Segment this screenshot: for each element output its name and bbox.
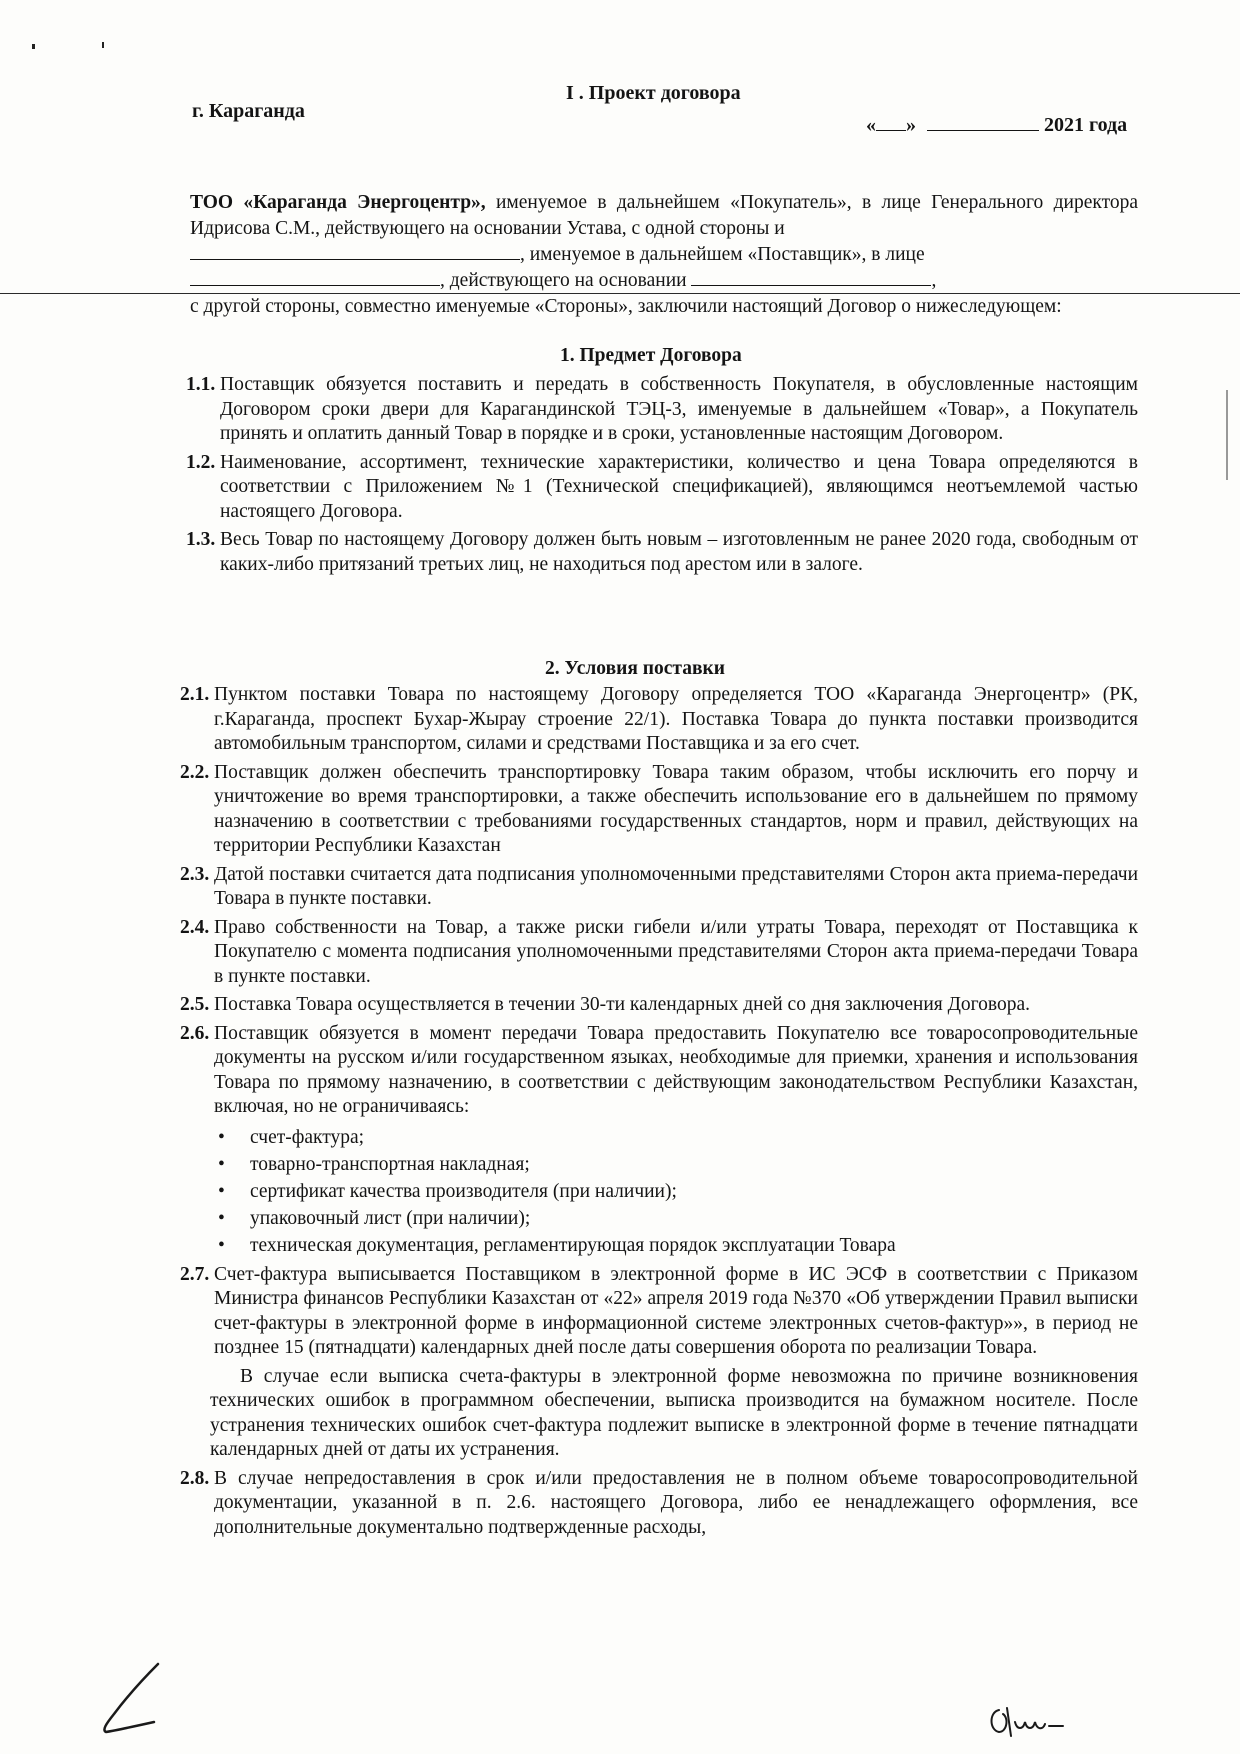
clause-2-4 bbox=[180, 916, 1138, 990]
clause-text: Поставщик обязуется поставить и передать в собственность Покупателя, в обусловленные настоящим Договором сроки двери для Карагандинской ТЭЦ-3, именуемые в дальнейшем «Товар», а Покупатель принять и оплатить данный Товар в порядке и в сроки, установленные настоящим Договором. bbox=[220, 374, 1138, 444]
scan-speck bbox=[1226, 390, 1228, 480]
clause-number: 2.1. bbox=[180, 684, 210, 705]
section-2-clauses bbox=[180, 683, 1138, 1544]
clause-text: Право собственности на Товар, а также риски гибели и/или утраты Товара, переходят от Поставщика к Покупателю с момента подписания уполномоченными представителями Сторон акта приема-передачи Товара в пункте поставки. bbox=[214, 916, 1138, 987]
clause-number: 2.2. bbox=[180, 761, 210, 783]
clause-text: Поставщик обязуется в момент передачи Товара предоставить Покупателю все товаросопроводительные документы на русском и/или государственном языках, необходимые для приемки, хранения и использования Товара по прямому назначению, в соответствии с действующим законодательством Республики Казахстан, включая, но не ограничиваясь: bbox=[214, 1022, 1138, 1117]
clause-1-3 bbox=[186, 528, 1138, 577]
scan-speck bbox=[32, 44, 35, 49]
supplier-rep-blank bbox=[190, 270, 440, 286]
city: г. Караганда bbox=[192, 100, 305, 122]
supplier-name-blank bbox=[190, 244, 520, 260]
signature-initial-right bbox=[985, 1700, 1075, 1742]
scan-speck bbox=[102, 42, 104, 48]
clause-number: 2.6. bbox=[180, 1022, 210, 1044]
list-item: • сертификат качества производителя (при наличии); bbox=[216, 1178, 1138, 1205]
preamble-text-1: именуемое в дальнейшем «Покупатель», в лице Генерального директора Идрисова С.М., действующего на основании Устава, с одной стороны и bbox=[190, 192, 1138, 239]
section-1-title: 1. Предмет Договора bbox=[560, 345, 742, 366]
list-item: • счет-фактура; bbox=[216, 1124, 1138, 1151]
clause-number: 1.3. bbox=[186, 529, 216, 550]
clause-1-1 bbox=[186, 373, 1138, 447]
date-open-quote: « bbox=[866, 114, 876, 136]
clause-text: Весь Товар по настоящему Договору должен быть новым – изготовленным не ранее 2020 года, свободным от каких-либо притязаний третьих лиц, не находиться под арестом или в залоге. bbox=[220, 529, 1138, 575]
date-month-blank bbox=[927, 115, 1039, 131]
preamble-text-3: , действующего на основании bbox=[440, 270, 687, 291]
clause-1-2 bbox=[186, 451, 1138, 525]
preamble-comma: , bbox=[931, 270, 937, 291]
clause-2-6 bbox=[180, 1022, 1138, 1120]
buyer-name: ТОО «Караганда Энергоцентр», bbox=[190, 192, 486, 213]
clause-text: Поставка Товара осуществляется в течении 30-ти календарных дней со дня заключения Договора. bbox=[214, 994, 1031, 1015]
document-title: I . Проект договора bbox=[566, 82, 741, 104]
clause-number: 2.5. bbox=[180, 994, 210, 1015]
clause-number: 1.1. bbox=[186, 374, 216, 395]
clause-text: Счет-фактура выписывается Поставщиком в электронной форме в ИС ЭСФ в соответствии с Приказом Министра финансов Республики Казахстан от «22» апреля 2019 года №370 «Об утверждении Правил выписки счет-фактуры в электронной форме в информационной системе электронных счетов-фактур»», в период не позднее 15 (пятнадцати) календарных дней после даты совершения оборота по реализации Товара. bbox=[214, 1263, 1138, 1358]
supplier-basis-blank bbox=[691, 270, 931, 286]
section-2-title: 2. Условия поставки bbox=[545, 658, 725, 679]
preamble-line-3 bbox=[190, 268, 1138, 294]
clause-text: Поставщик должен обеспечить транспортировку Товара таким образом, чтобы исключить его порчу и уничтожение во время транспортировки, а также обеспечить использование его в дальнейшем по прямому назначению в соответствии с требованиями государственных стандартов, норм и правил, действующих на территории Республики Казахстан bbox=[214, 761, 1138, 856]
clause-2-5 bbox=[180, 993, 1138, 1018]
date-day-blank bbox=[876, 115, 906, 131]
contract-date bbox=[866, 114, 1127, 137]
signature-initial-left bbox=[96, 1660, 168, 1736]
clause-number: 2.7. bbox=[180, 1263, 210, 1285]
clause-2-3 bbox=[180, 863, 1138, 912]
preamble-line-1 bbox=[190, 190, 1138, 242]
date-year: 2021 года bbox=[1044, 114, 1128, 136]
clause-text: Наименование, ассортимент, технические характеристики, количество и цена Товара определяются в соответствии с Приложением №1 (Технической спецификацией), являющимся неотъемлемой частью настоящего Договора. bbox=[220, 451, 1138, 522]
clause-2-7-paragraph: В случае если выписка счета-фактуры в электронной форме невозможна по причине возникновения технических ошибок в программном обеспечении, выписка производится на бумажном носителе. После устранения технических ошибок счет-фактура подлежит выписке в электронной форме в течение пятнадцати календарных дней от даты их устранения. bbox=[210, 1365, 1138, 1460]
section-1-clauses bbox=[186, 373, 1138, 581]
clause-text: В случае непредоставления в срок и/или предоставления не в полном объеме товаросопроводительной документации, указанной в п. 2.6. настоящего Договора, либо ее ненадлежащего оформления, все дополнительные документально подтвержденные расходы, bbox=[214, 1467, 1138, 1538]
clause-2-2 bbox=[180, 761, 1138, 859]
documents-list bbox=[216, 1124, 1138, 1259]
preamble-text-2: , именуемое в дальнейшем «Поставщик», в лице bbox=[520, 244, 925, 265]
clause-number: 1.2. bbox=[186, 451, 216, 473]
clause-2-1 bbox=[180, 683, 1138, 757]
scan-horizontal-line bbox=[0, 293, 1240, 294]
clause-text: Датой поставки считается дата подписания уполномоченными представителями Сторон акта приема-передачи Товара в пункте поставки. bbox=[214, 863, 1138, 909]
list-item: • техническая документация, регламентирующая порядок эксплуатации Товара bbox=[216, 1232, 1138, 1259]
preamble-line-2 bbox=[190, 242, 1138, 268]
list-item: • товарно-транспортная накладная; bbox=[216, 1151, 1138, 1178]
preamble bbox=[190, 190, 1138, 320]
clause-2-8 bbox=[180, 1467, 1138, 1541]
clause-number: 2.4. bbox=[180, 916, 210, 938]
preamble-line-4: с другой стороны, совместно именуемые «Стороны», заключили настоящий Договор о нижеследующем: bbox=[190, 296, 1062, 317]
list-item: • упаковочный лист (при наличии); bbox=[216, 1205, 1138, 1232]
clause-text: Пунктом поставки Товара по настоящему Договору определяется ТОО «Караганда Энергоцентр» (РК, г.Караганда, проспект Бухар-Жырау строение 22/1). Поставка Товара до пункта поставки производится автомобильным транспортом, силами и средствами Поставщика и за его счет. bbox=[214, 684, 1138, 754]
clause-2-7 bbox=[180, 1263, 1138, 1361]
clause-number: 2.3. bbox=[180, 863, 210, 885]
date-close-quote: » bbox=[906, 114, 916, 136]
clause-number: 2.8. bbox=[180, 1467, 210, 1489]
